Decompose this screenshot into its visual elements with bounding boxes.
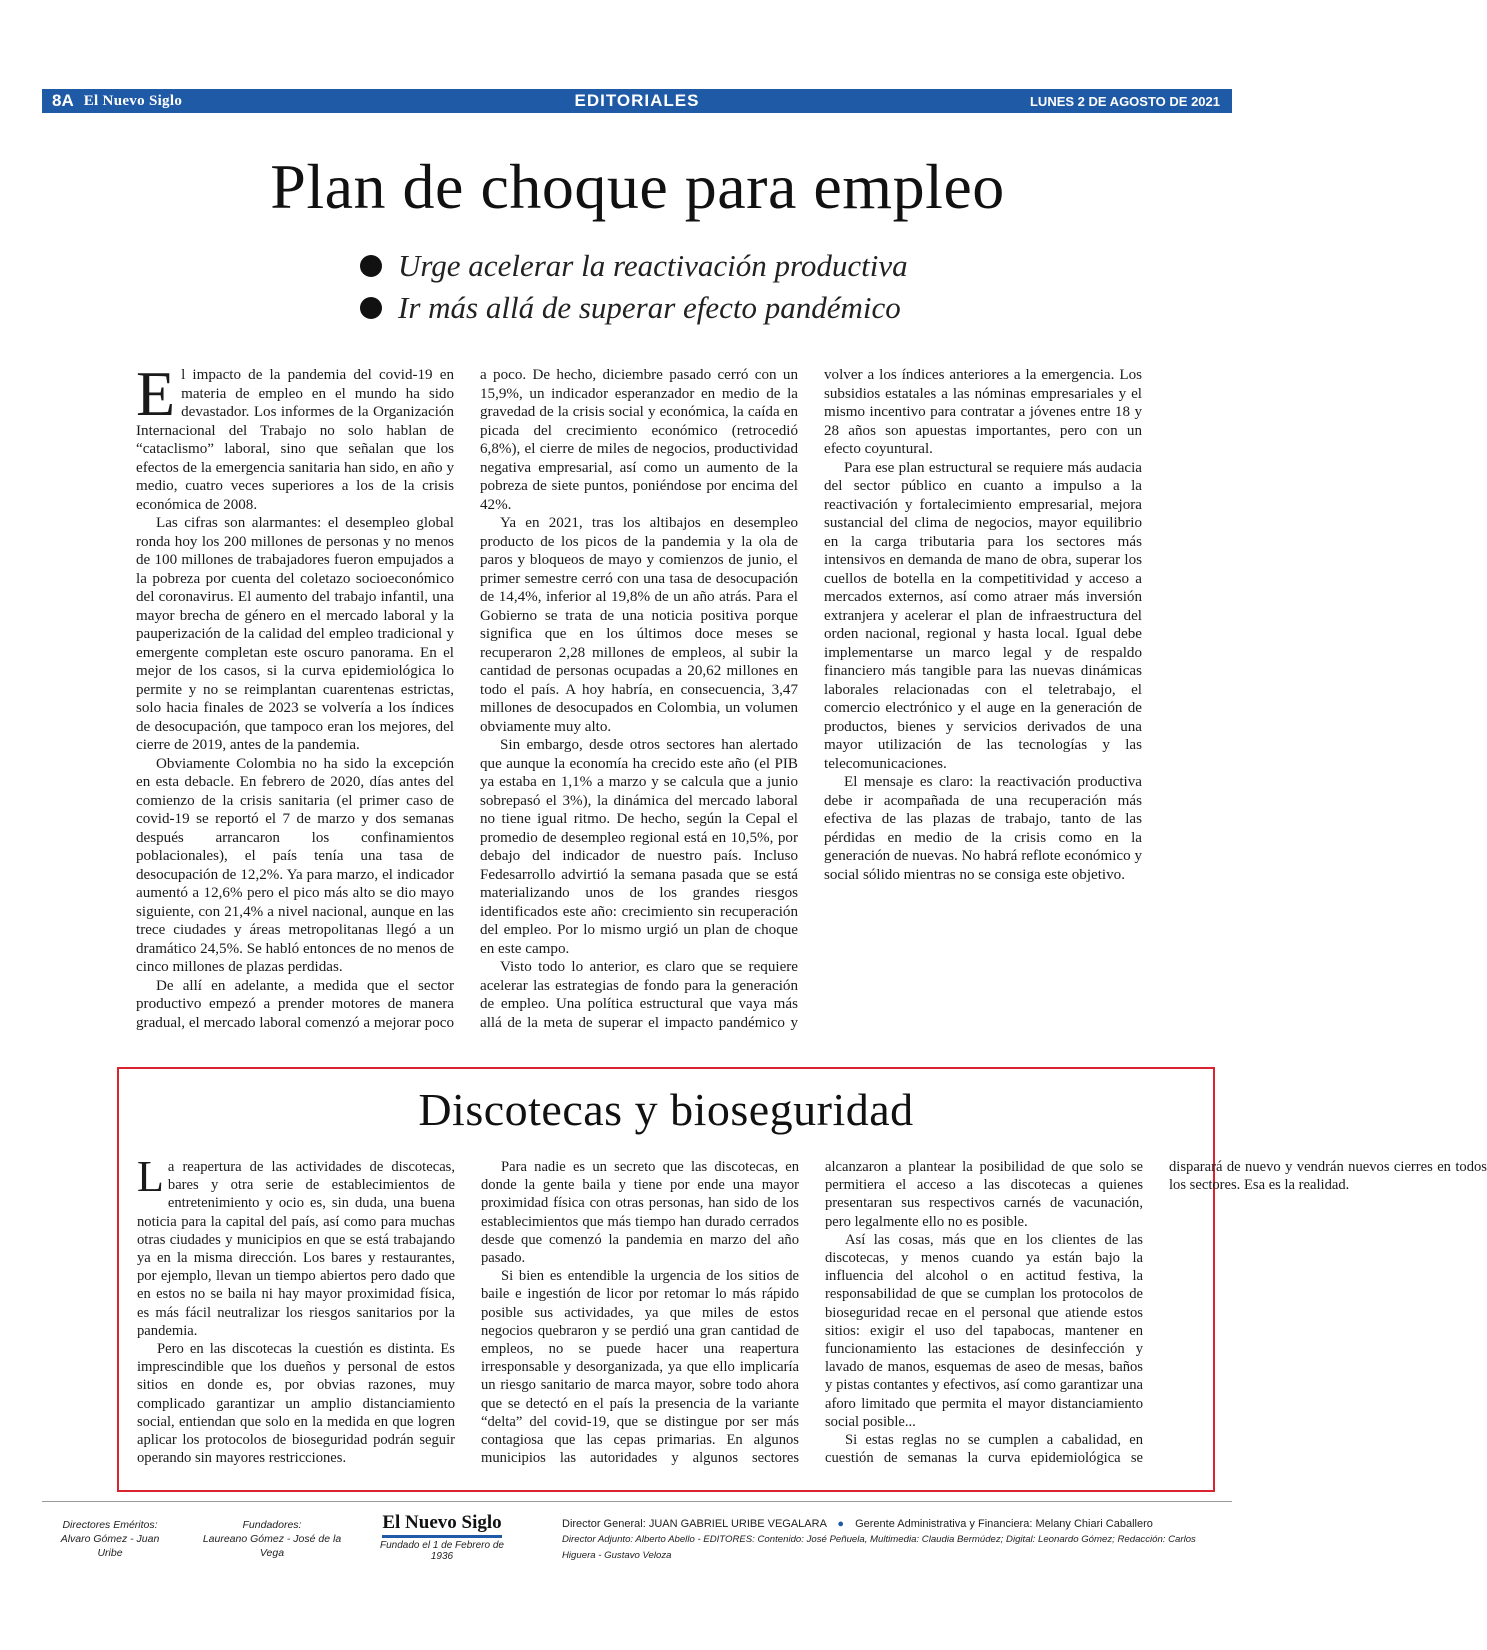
- paragraph: La reapertura de las actividades de discotecas, bares y otra serie de establecimientos de entretenimiento y ocio es, sin duda, una buena noticia para la capital del país, así como para muchas otras ciudades y municipios en que se está trabajando ya en la misma dirección. Los bares y restaurantes, por ejemplo, llevan un tiempo abiertos pero dado que en estos no se baila ni hay mayor proximidad física, es más fácil neutralizar los riesgos sanitarios por la pandemia.: [137, 1152, 455, 1339]
- bullet-icon: [360, 255, 382, 277]
- page-number: 8A: [52, 91, 74, 110]
- page-footer: [42, 1501, 1232, 1562]
- emeritus-names: Alvaro Gómez - Juan Uribe: [60, 1533, 160, 1559]
- founded-date: Fundado el 1 de Febrero de 1936: [380, 1540, 504, 1562]
- paragraph: Sin embargo, desde otros sectores han alertado que aunque la economía ha crecido este año (el PIB ya estaba en 1,1% a marzo y se calcula que a junio sobrepasó el 3%), la dinámica del mercado laboral no tiene igual ritmo. De hecho, según la Cepal el promedio de desempleo regional está en 10,5%, por debajo del indicador de nuestro país. Incluso Fedesarrollo advirtió la semana pasada que se está materializando unos de los grandes riesgos identificados este año: crecimiento sin recuperación del empleo. Por lo mismo urgió un plan de choque en este campo.: [480, 737, 798, 957]
- paragraph: Ya en 2021, tras los altibajos en desempleo producto de los picos de la pandemia y la ola de paros y bloqueos de mayo y comienzos de junio, el primer semestre cerró con una tasa de desocupación de 14,4%, inferior al 19,8% de un año atrás. Para el Gobierno se trata de una noticia positiva porque significa que en los últimos doce meses se recuperaron 2,28 millones de empleos, al subir la cantidad de personas ocupadas a 20,62 millones en todo el país. A hoy habría, en consecuencia, 3,47 millones de desocupados en Colombia, un volumen obviamente muy alto.: [480, 515, 798, 735]
- bullet-text: Urge acelerar la reactivación productiva: [398, 248, 908, 283]
- manager-label: Gerente Administrativa y Financiera:: [855, 1518, 1033, 1530]
- emeritus-directors: [50, 1518, 170, 1560]
- founders: [192, 1518, 352, 1560]
- logo-text: El Nuevo Siglo: [382, 1512, 501, 1538]
- issue-date: LUNES 2 DE AGOSTO DE 2021: [1029, 93, 1220, 109]
- paragraph: Obviamente Colombia no ha sido la excepción en esta debacle. En febrero de 2020, días antes del comienzo de la crisis sanitaria (el primer caso de covid-19 se reportó el 7 de marzo y dos semanas después arrancaron los confinamientos poblacionales), el país tenía una tasa de desocupación de 12,2%. Ya para marzo, el indicador aumentó a 12,6% pero el pico más alto se dio mayo siguiente, con 21,4% a nivel nacional, aunque en las trece ciudades y áreas metropolitanas llegó a un dramático 24,5%. Se habló entonces de no menos de cinco millones de plazas perdidas.: [136, 755, 454, 975]
- founders-label: Fundadores:: [242, 1519, 302, 1531]
- paragraph: De allí en adelante, a medida que el sector productivo empezó a prender motores de manera gradual, el mercado laboral comenzó a mejorar poco a poco. De hecho, diciembre pasado cerró con un 15,9%, un indicador esperanzador en medio de la gravedad de la crisis social y económica, la caída en picada del crecimiento económico (retrocedió 6,8%), el cierre de miles de negocios, productividad negativa empresarial, así como un aumento de la pobreza de siete puntos, poniéndose por encima del 42%.: [136, 367, 798, 1031]
- section-title: EDITORIALES: [574, 91, 700, 110]
- paragraph: El mensaje es claro: la reactivación productiva debe ir acompañada de una recuperación más efectiva de las plazas de trabajo, tanto de las pérdidas en medio de la crisis como en la generación de nuevas. No habrá reflote económico y social sólido mientras no se consiga este objetivo.: [824, 774, 1142, 883]
- drop-cap: L: [137, 1152, 164, 1201]
- staff-line: Director Adjunto: Alberto Abello - EDITORES: Contenido: José Peñuela, Multimedia: Claudia Bermúdez; Digital: Leonardo Gómez; Redacción: Carlos Higuera - Gustavo Veloza: [562, 1534, 1196, 1561]
- separator-dot-icon: ●: [837, 1518, 845, 1530]
- paragraph: Para nadie es un secreto que las discotecas, en donde la gente baila y tiene por ende una mayor proximidad física con otras personas, han sido de los establecimientos que más tiempo han durado cerrados desde que comenzó la pandemia en marzo del año pasado.: [481, 1159, 799, 1267]
- headline-bullets: [360, 245, 980, 329]
- director-name: JUAN GABRIEL URIBE VEGALARA: [648, 1518, 827, 1530]
- paragraph: Así las cosas, más que en los clientes de las discotecas, y menos cuando ya están bajo la influencia del alcohol o en actitud festiva, la responsabilidad de que se cumplan los protocolos de bioseguridad recae en el personal que atiende estos sitios: exigir el uso del tapabocas, mantener en funcionamiento las estaciones de desinfección y lavado de manos, esquemas de aseo de mesas, baños y pistas contantes y efectivos, así como garantizar una aforo limitado que permita el mayor distanciamiento social posible...: [825, 1231, 1143, 1430]
- paragraph: Pero en las discotecas la cuestión es distinta. Es imprescindible que los dueños y personal de estos sitios en donde es, por obvias razones, muy complicado garantizar un amplio distanciamiento social, entiendan que solo en la medida en que logren aplicar los protocolos de bioseguridad podrán seguir operando sin mayores restricciones.: [137, 1341, 455, 1467]
- page-header-bar: [42, 89, 1232, 113]
- paragraph: Visto todo lo anterior, es claro que se requiere acelerar las estrategias de fondo para la generación de empleo. Una política estructural que vaya más allá de la meta de superar el impacto pandémico y volver a los índices anteriores a la emergencia. Los subsidios estatales a las nóminas empresariales y el mismo incentivo para contratar a jóvenes entre 18 y 28 años son apuestas importantes, pero con un efecto coyuntural.: [480, 367, 1142, 1031]
- editorial-body: [136, 358, 1142, 1046]
- paragraph: El impacto de la pandemia del covid-19 en materia de empleo en el mundo ha sido devastador. Los informes de la Organización Internacional del Trabajo no solo hablan de “cataclismo” laboral, sino que señalan que los efectos de la emergencia sanitaria han sido, en año y medio, cuatro veces superiores a los de la crisis económica de 2008.: [136, 358, 454, 513]
- emeritus-label: Directores Eméritos:: [62, 1519, 158, 1531]
- masthead-brand: El Nuevo Siglo: [83, 92, 183, 109]
- bullet-text: Ir más allá de superar efecto pandémico: [398, 290, 901, 325]
- founders-names: Laureano Gómez - José de la Vega: [202, 1533, 342, 1559]
- bullet-point: [360, 245, 980, 287]
- bullet-point: [360, 287, 980, 329]
- second-editorial-box: [117, 1067, 1487, 1492]
- drop-cap: E: [136, 358, 176, 429]
- bullet-icon: [360, 297, 382, 319]
- paragraph: Si bien es entendible la urgencia de los sitios de baile e ingestión de licor por retomar lo más rápido posible sus actividades, ya que miles de estos negocios quebraron y se perdió una gran cantidad de empleos, no se puede hacer una reapertura irresponsable y desorganizada, ya que ello implicaría un riesgo sanitario de marca mayor, sobre todo ahora que se detectó en el país la presencia de la variante “delta” del covid-19, que se distingue por ser más contagiosa que las cepas primarias. En algunos municipios las autoridades y algunos sectores alcanzaron a plantear la posibilidad de que solo se permitiera el acceso a las discotecas a quienes presentaran sus respectivos carnés de vacunación, pero legalmente ello no es posible.: [481, 1159, 1143, 1467]
- paragraph: Las cifras son alarmantes: el desempleo global ronda hoy los 200 millones de personas y no menos de 100 millones de trabajadores fueron empujados a la pobreza por cuenta del coletazo socioeconómico del coronavirus. El aumento del trabajo infantil, una mayor brecha de género en el mercado laboral y la pauperización de la calidad del empleo tradicional y emergente completan este oscuro panorama. En el mejor de los casos, si la curva epidemiológica lo permite y no se reimplantan cuarentenas estrictas, solo hacia finales de 2023 se volvería a los índices de desocupación, que tampoco eran los mejores, del cierre de 2019, antes de la pandemia.: [136, 515, 454, 753]
- paragraph: Si estas reglas no se cumplen a cabalidad, en cuestión de semanas la curva epidemiológica se disparará de nuevo y vendrán nuevos cierres en todos los sectores. Esa es la realidad.: [825, 1159, 1487, 1467]
- paragraph: Para ese plan estructural se requiere más audacia del sector público en cuanto a impulso a la reactivación y fortalecimiento empresarial, mejora sustancial del clima de negocios, mayor equilibrio en la carga tributaria para los sectores más intensivos en demanda de mano de obra, superar los cuellos de botella en la competitividad y acceso a mercados externos, así como atraer más inversión extranjera y acelerar el plan de infraestructura del orden nacional, regional y hasta local. Igual debe implementarse un marco legal y de respaldo financiero más tangible para las nuevas dinámicas laborales relacionadas con el teletrabajo, el comercio electrónico y el auge en la generación de productos, bienes y servicios derivados de una mayor utilización de las tecnologías y las telecomunicaciones.: [824, 459, 1142, 772]
- newspaper-logo: [372, 1512, 512, 1562]
- second-editorial-body: [137, 1152, 1487, 1478]
- editorial-headline: Plan de choque para empleo: [270, 151, 1005, 222]
- staff-credits: [562, 1516, 1232, 1564]
- second-editorial-title: Discotecas y bioseguridad: [418, 1084, 914, 1135]
- director-label: Director General:: [562, 1518, 646, 1530]
- manager-name: Melany Chiari Caballero: [1035, 1518, 1153, 1530]
